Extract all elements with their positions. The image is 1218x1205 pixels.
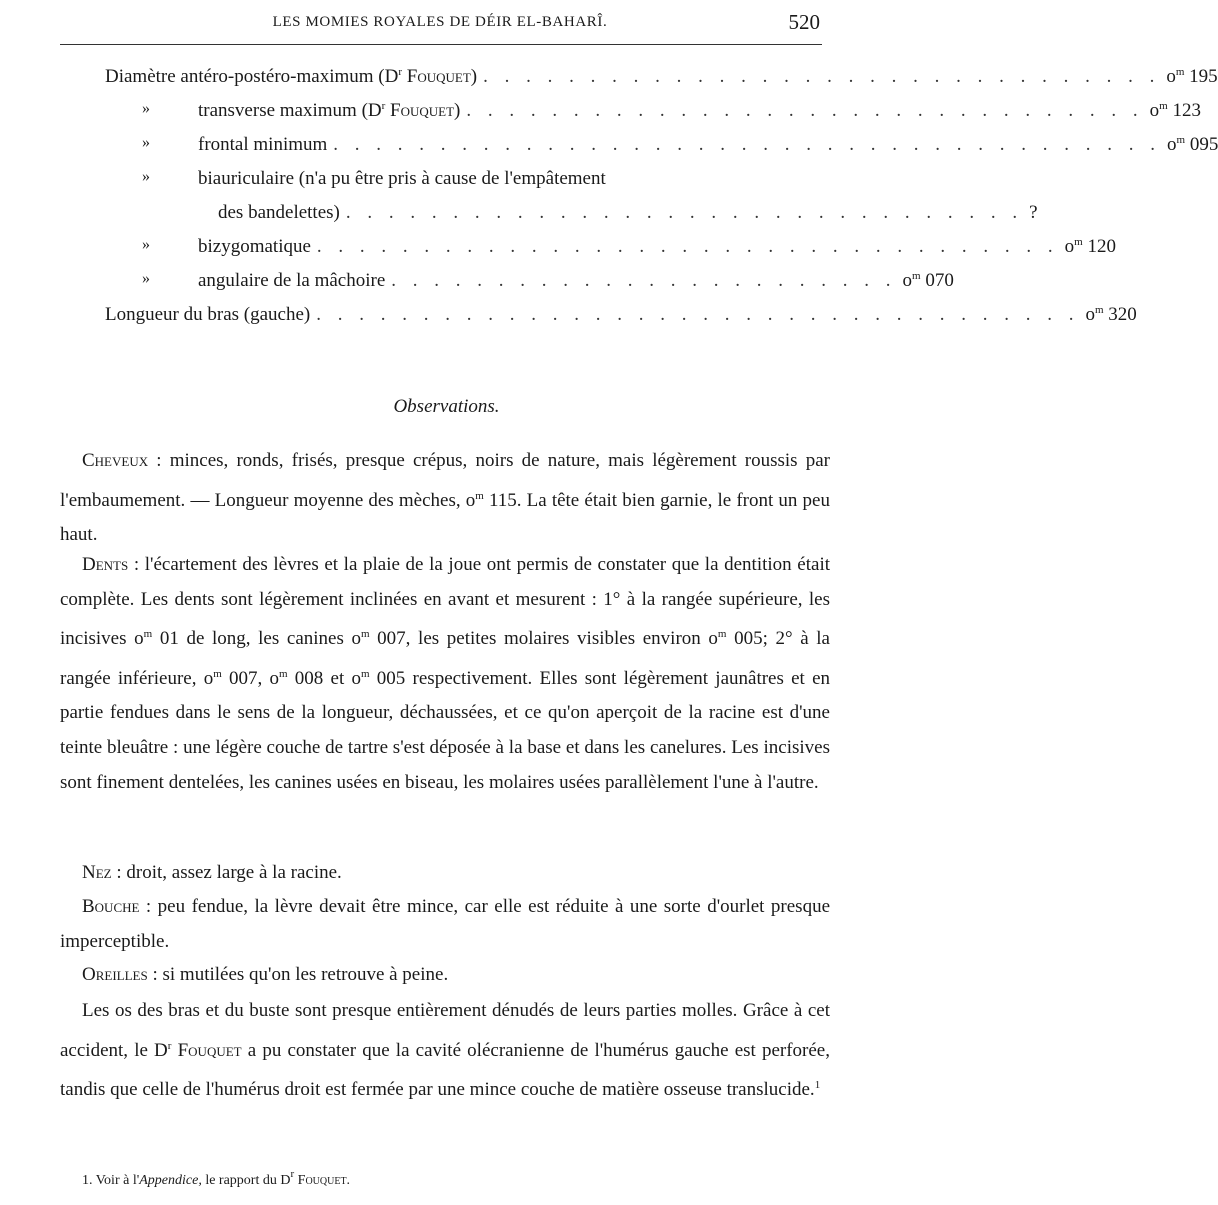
ditto-mark: » [142, 168, 150, 185]
paragraph-lead: Cheveux [82, 450, 149, 471]
header-rule [60, 44, 822, 45]
dot-leader: . . . . . . . . . . . . . . . . . . . . . . . . . . . . . . . . [345, 202, 1024, 223]
measurement-row [105, 66, 1218, 96]
measurement-row [105, 304, 1137, 334]
paragraph-os: Les os des bras et du buste sont presque entièrement dénudés de leurs parties molles. Grâce à cet accident, le $D^r$ Fouquet a pu constater que la cavité olécranienne de l'humérus gauche est perforée, tandis que celle de l'humérus droit est fermée par une mince couche de matière osseuse translucide.$^1$ [60, 1000, 830, 1101]
footnote-number: 1. [82, 1173, 93, 1188]
measurement-row [142, 270, 954, 300]
measurement-row [218, 202, 1038, 232]
measurement-value: $o^m$ 070 [902, 270, 954, 291]
measurement-row [142, 134, 1218, 164]
dot-leader: . . . . . . . . . . . . . . . . . . . . . . . . . . . . . . . . [466, 100, 1144, 121]
paragraph-lead: Oreilles [82, 964, 148, 985]
ditto-mark: » [142, 100, 150, 117]
measurement-row [142, 168, 780, 198]
paragraph-dents: Dents : l'écartement des lèvres et la plaie de la joue ont permis de constater que la dentition était complète. Les dents sont légèrement inclinées en avant et mesurent : 1° à la rangée supérieure, les incisives $o^m$ 01 de long, les canines $o^m$ 007, les petites molaires visibles environ $o^m$ 005; 2° à la rangée inférieure, $o^m$ 007, $o^m$ 008 et $o^m$ 005 respectivement. Elles sont légèrement jaunâtres et en partie fendues dans le sens de la longueur, déchaussées, et ce qu'on aperçoit de la racine est d'une teinte bleuâtre : une légère couche de tartre s'est déposée à la base et dans les canelures. Les incisives sont finement dentelées, les canines usées en biseau, les molaires usées parallèlement l'une à l'autre. [60, 554, 831, 793]
measurement-label: des bandelettes) [218, 202, 340, 223]
dot-leader: . . . . . . . . . . . . . . . . . . . . . . . . . . . . . . . . . . . . . . . [333, 134, 1162, 155]
footnote-reference: 1 [814, 1079, 821, 1092]
paragraph-lead: Bouche [82, 896, 140, 917]
measurement-row [142, 236, 1116, 266]
ditto-mark: » [142, 236, 150, 253]
paragraph-bouche: Bouche : peu fendue, la lèvre devait être mince, car elle est réduite à une sorte d'ourlet presque imperceptible. [60, 896, 830, 952]
measurement-label: frontal minimum [198, 134, 328, 155]
measurement-value: ? [1029, 202, 1038, 223]
measurement-value: $o^m$ 120 [1064, 236, 1116, 257]
observations-heading: Observations. [393, 396, 500, 417]
paragraph-lead: Nez [82, 862, 112, 883]
measurement-label: transverse maximum ($D^r$ Fouquet) [198, 100, 461, 121]
footnote: 1. Voir à l'Appendice, le rapport du $D^r$ Fouquet. [82, 1168, 351, 1188]
measurement-value: $o^m$ 320 [1085, 304, 1137, 325]
measurement-value: $o^m$ 095 [1167, 134, 1218, 155]
page-number: 520 [788, 10, 820, 34]
dot-leader: . . . . . . . . . . . . . . . . . . . . . . . . [391, 270, 897, 291]
running-header [60, 8, 820, 38]
measurement-value: $o^m$ 123 [1149, 100, 1201, 121]
measurement-label: angulaire de la mâchoire [198, 270, 386, 291]
dot-leader: . . . . . . . . . . . . . . . . . . . . . . . . . . . . . . . . . . . [316, 236, 1059, 257]
dot-leader: . . . . . . . . . . . . . . . . . . . . . . . . . . . . . . . . . . . . [316, 304, 1080, 325]
paragraph-cheveux: Cheveux : minces, ronds, frisés, presque crépus, noirs de nature, mais légèrement roussis par l'embaumement. — Longueur moyenne des mèches, $o^m$ 115. La tête était bien garnie, le front un peu haut. [60, 450, 830, 546]
measurement-row [142, 100, 1201, 130]
measurement-value: $o^m$ 195 [1166, 66, 1218, 87]
measurement-label: biauriculaire (n'a pu être pris à cause de l'empâtement [198, 168, 606, 189]
paragraph-oreilles: Oreilles : si mutilées qu'on les retrouve à peine. [82, 964, 449, 985]
ditto-mark: » [142, 134, 150, 151]
measurement-label: bizygomatique [198, 236, 311, 257]
measurement-label: Diamètre antéro-postéro-maximum ($D^r$ Fouquet) [105, 66, 478, 87]
ditto-mark: » [142, 270, 150, 287]
running-title: LES MOMIES ROYALES DE DÉIR EL-BAHARÎ. [272, 14, 608, 30]
paragraph-nez: Nez : droit, assez large à la racine. [82, 862, 342, 883]
measurement-label: Longueur du bras (gauche) [105, 304, 311, 325]
paragraph-lead: Dents [82, 554, 129, 575]
dot-leader: . . . . . . . . . . . . . . . . . . . . . . . . . . . . . . . . [483, 66, 1161, 87]
